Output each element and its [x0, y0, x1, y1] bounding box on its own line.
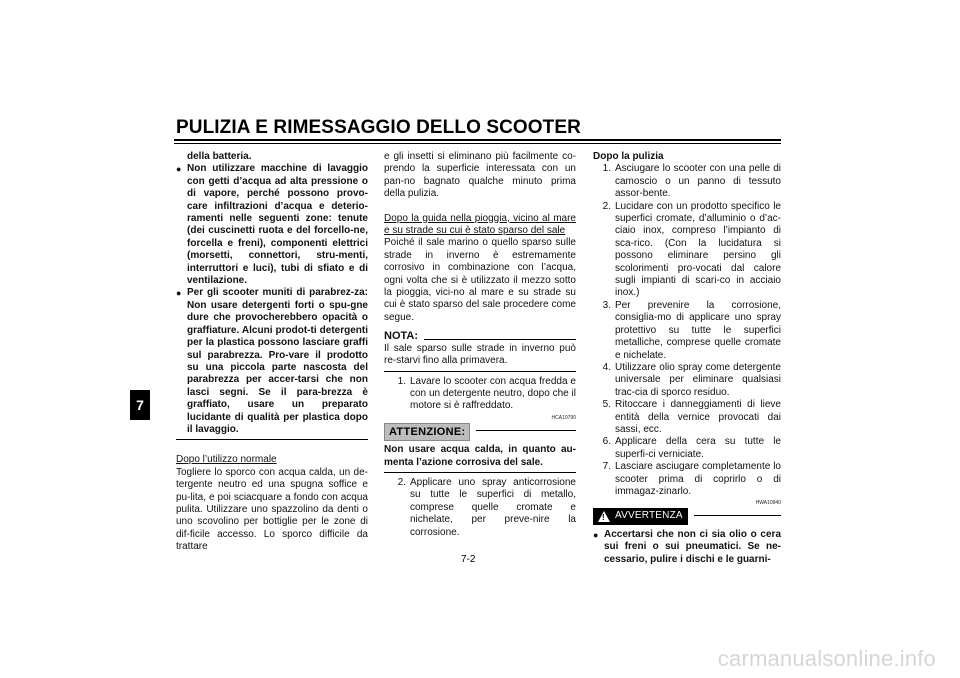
caution-code: HCA10790 [551, 414, 576, 421]
step-text: Lucidare con un prodotto specifico le superfici cromate, d’alluminio o d’ac-ciaio inox, compreso l’impianto di sca-rico. (Con la lucidatura si possono eliminare persino gli scolorimenti pro-vocati dal calore sugli impianti di scari-co in acciaio inox.) [615, 200, 781, 299]
step-item [593, 163, 781, 200]
warning-header [593, 508, 781, 524]
continued-bullet-text: della batteria. [187, 151, 252, 162]
caution-header [384, 423, 576, 441]
chapter-tab: 7 [130, 390, 150, 420]
section-text: Poiché il sale marino o quello sparso sulle strade in inverno è estremamente corrosivo in combinazione con l’acqua, ogni volta che si è utilizzato il mezzo sotto la pioggia, vici-no al mare e su strade su cui è stato sparso del sale procedere come segue. [384, 237, 576, 323]
section-heading: Dopo l’utilizzo normale [176, 454, 277, 466]
step-number: 7. [602, 461, 611, 473]
step-text: Utilizzare olio spray come detergente universale per eliminare qualsiasi trac-cia di sporco residuo. [615, 361, 781, 398]
note-rule [424, 339, 576, 340]
step-text: Ritoccare i danneggiamenti di lieve entità della vernice provocati dai sassi, ecc. [615, 399, 781, 435]
title-rule-thin [174, 143, 781, 144]
title-rule [174, 139, 781, 141]
bullet-dot-icon: ● [176, 164, 182, 175]
bullet-item [176, 287, 368, 436]
caution-text: Non usare acqua calda, in quanto au-menta l’azione corrosiva del sale. [384, 444, 576, 468]
note-header [384, 330, 576, 342]
note-label: NOTA: [384, 330, 419, 343]
bullet-item [593, 529, 781, 566]
step-text: Asciugare lo scooter con una pelle di camoscio o un panno di tessuto assor-bente. [615, 163, 781, 200]
step-number: 6. [602, 436, 611, 448]
step-number: 2. [397, 476, 406, 488]
page-number: 7-2 [461, 554, 476, 565]
caution-rule [476, 430, 576, 431]
bullet-dot-icon: ● [593, 529, 599, 540]
warning-rule [694, 515, 781, 516]
caution-label: ATTENZIONE: [384, 423, 470, 441]
step-number: 5. [602, 399, 611, 411]
step-text: Applicare della cera su tutte le superfi-ci verniciate. [615, 436, 781, 460]
step-text: Lasciare asciugare completamente lo scooter prima di coprirlo o di immagaz-zinarlo. [615, 461, 781, 497]
warning-triangle-icon: ! [598, 511, 610, 522]
bullet-text: Non utilizzare macchine di lavaggio con getti d’acqua ad alta pressione o di vapore, perché possono provo-care infiltrazioni d’acqua e deterio-ramenti nelle seguenti zone: tenute (dei cuscinetti ruota e del forcello-ne, forcella e freni), componenti elettrici (morsetti, connettori, stru-menti, interruttori e luci), tubi di sfiato e di ventilazione. [187, 163, 368, 287]
bullet-text: Accertarsi che non ci sia olio o cera sui freni o sui pneumatici. Se ne-cessario, pulire i dischi e le guarni- [604, 528, 781, 565]
continued-text: e gli insetti si eliminano più facilmente co-prendo la superficie interessata con un pan-no bagnato qualche minuto prima della pulizia. [384, 151, 576, 200]
column-middle [384, 151, 576, 539]
section-text: Togliere lo sporco con acqua calda, un de-tergente neutro ed una spugna soffice e pu-lita, e poi sciacquare a fondo con acqua pulita. Utilizzare uno spazzolino da denti o uno scovolino per bottiglie per le zone di dif-ficile accesso. Lo sporco difficile da trattare [176, 466, 368, 553]
step-item [384, 376, 576, 413]
section-heading: Dopo la pulizia [593, 151, 664, 162]
section-heading: Dopo la guida nella pioggia, vicino al mare e su strade su cui è stato sparso del sale [384, 212, 576, 237]
bullet-item [176, 163, 368, 287]
step-item [593, 201, 781, 300]
step-item [593, 436, 781, 461]
watermark: carmanualsonline.info [717, 646, 936, 671]
step-item [593, 362, 781, 399]
step-number: 4. [602, 361, 611, 373]
step-text: Applicare uno spray anticorrosione su tutte le superfici di metallo, comprese quelle cromate e nichelate, per preve-nire la corrosione. [410, 476, 576, 538]
step-item [384, 477, 576, 539]
step-item [593, 399, 781, 436]
step-item [593, 300, 781, 362]
bullet-text: Per gli scooter muniti di parabrez-za: Non usare detergenti forti o spu-gne dure che provocherebbero opacità o graffiature. Alcuni prodot-ti detergenti per la plastica possono lasciare graffi sul parabrezza. Pro-vare il prodotto su una piccola parte nascosta del parabrezza per accer-tarsi che non lasci segni. Se il para-brezza è graffiato, usare un preparato lucidante di qualità per plastica dopo il lavaggio. [187, 287, 368, 435]
warning-label-box [593, 508, 688, 524]
note-end-rule [384, 371, 576, 372]
step-number: 3. [602, 299, 611, 311]
bullet-dot-icon: ● [176, 288, 182, 299]
caution-end-rule [384, 472, 576, 473]
note-text: Il sale sparso sulle strade in inverno può re-starvi fino alla primavera. [384, 342, 576, 367]
page-title: PULIZIA E RIMESSAGGIO DELLO SCOOTER [176, 117, 581, 138]
step-text: Lavare lo scooter con acqua fredda e con un detergente neutro, dopo che il motore si è raffreddato. [410, 375, 576, 412]
column-left [176, 151, 368, 554]
step-text: Per prevenire la corrosione, consiglia-mo di applicare uno spray protettivo su tutte le superfici metalliche, comprese quelle cromate e nichelate. [615, 299, 781, 361]
warning-label: AVVERTENZA [615, 510, 683, 522]
column-right [593, 151, 781, 566]
step-item [593, 461, 781, 498]
step-number: 2. [602, 200, 611, 212]
step-number: 1. [602, 163, 611, 175]
warning-code: HWA10940 [755, 500, 781, 507]
step-number: 1. [397, 375, 406, 387]
warning-end-rule [176, 439, 368, 440]
